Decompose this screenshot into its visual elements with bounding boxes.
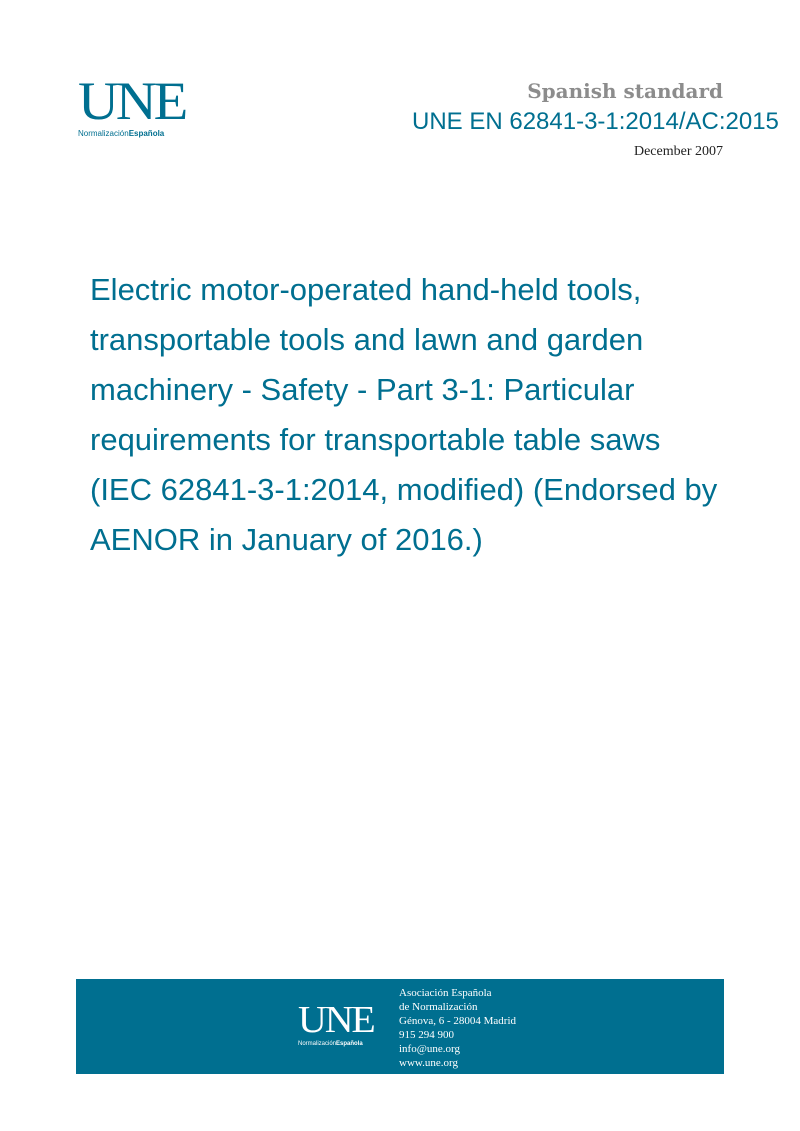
footer-org-name-2: de Normalización	[399, 1001, 478, 1013]
footer-logo-tagline	[298, 1041, 384, 1047]
logo-tagline-regular: Normalización	[78, 129, 129, 138]
footer-phone: 915 294 900	[399, 1029, 454, 1041]
footer-address: Génova, 6 - 28004 Madrid	[399, 1015, 517, 1027]
logo-tagline-bold: Española	[128, 129, 165, 138]
standard-code: UNE EN 62841-3-1:2014/AC:2015	[412, 108, 779, 135]
logo-wordmark: UNE	[78, 71, 186, 131]
footer-logo-tagline-bold: Española	[336, 1041, 363, 1047]
footer-website: www.une.org	[399, 1057, 458, 1069]
document-kind: Spanish standard	[527, 79, 723, 103]
footer-email: info@une.org	[399, 1043, 460, 1055]
footer-contact	[399, 986, 516, 1070]
une-logo	[78, 71, 198, 138]
publication-date: December 2007	[633, 144, 723, 159]
footer-logo-tagline-regular: Normalización	[298, 1041, 337, 1047]
footer-logo-wordmark: UNE	[298, 999, 374, 1041]
footer-band	[76, 979, 724, 1074]
footer-une-logo	[298, 1001, 384, 1047]
footer-org-name-1: Asociación Española	[399, 987, 492, 999]
document-title: Electric motor-operated hand-held tools, transportable tools and lawn and garden machinery - Safety - Part 3-1: Particular requirements for transportable table saws (IEC 62841-3-1:2014, modified) (Endorsed by AENOR in January of 2016.)	[90, 272, 718, 557]
